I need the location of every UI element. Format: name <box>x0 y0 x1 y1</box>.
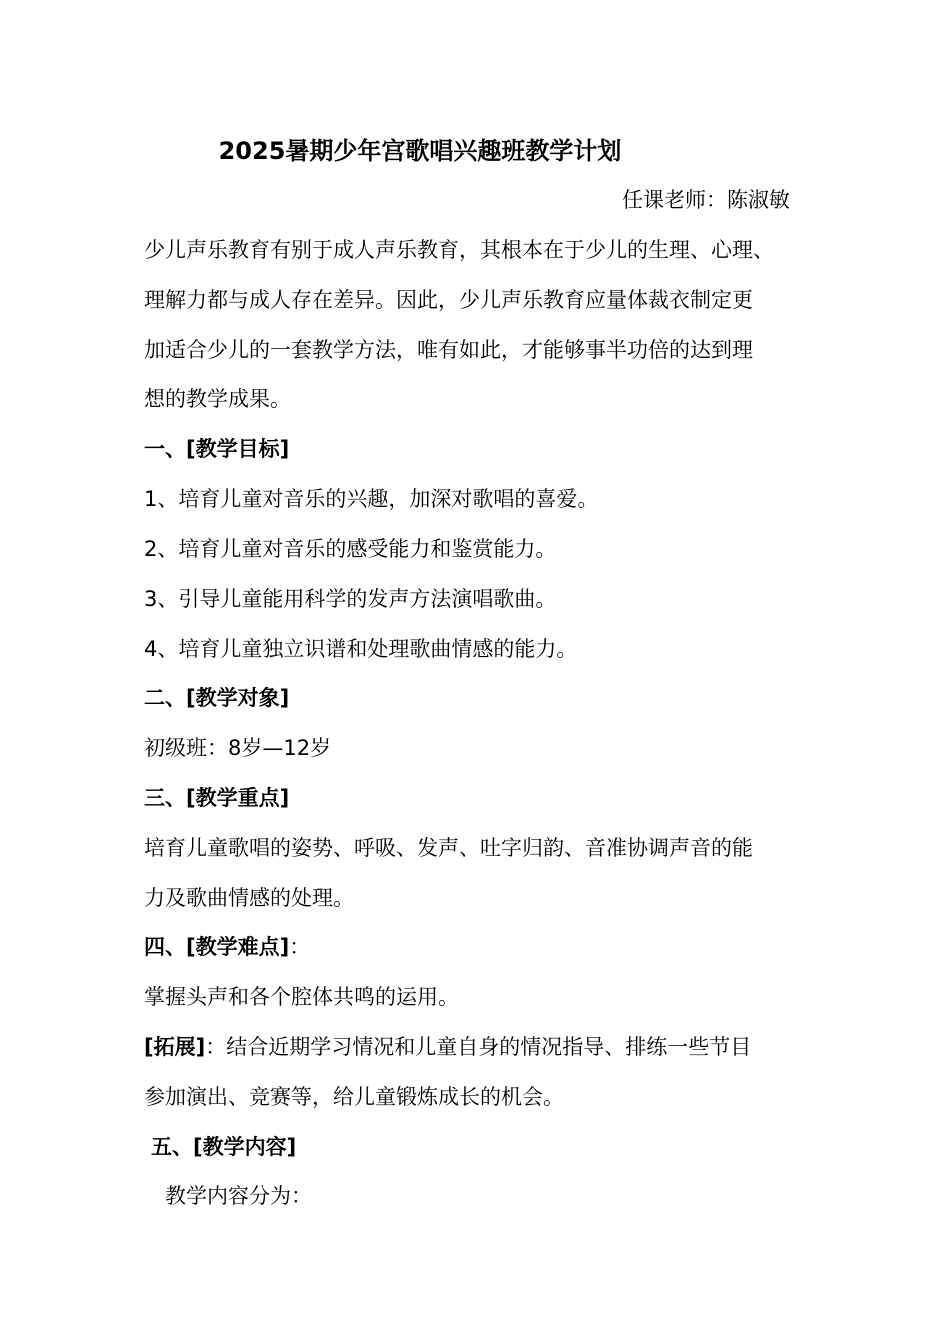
intro-line-1: 少儿声乐教育有别于成人声乐教育，其根本在于少儿的生理、心理、 <box>144 238 774 262</box>
section-heading-goals: 一、[教学目标] <box>144 437 290 461</box>
document-title: 2025暑期少年宫歌唱兴趣班教学计划 <box>218 137 622 165</box>
section-heading-target: 二、[教学对象] <box>144 686 290 710</box>
section-heading-focus: 三、[教学重点] <box>144 786 290 810</box>
section-heading-content: 五、[教学内容] <box>151 1135 297 1159</box>
teacher-line: 任课老师：陈淑敏 <box>622 188 790 212</box>
difficulty-text: 掌握头声和各个腔体共鸣的运用。 <box>144 985 459 1009</box>
extension-line-1: ：结合近期学习情况和儿童自身的情况指导、排练一些节目 <box>205 1035 752 1059</box>
content-text: 教学内容分为： <box>165 1184 312 1208</box>
extension-row <box>144 1032 751 1062</box>
extension-line-2: 参加演出、竞赛等，给儿童锻炼成长的机会。 <box>144 1085 564 1109</box>
difficulty-colon: ： <box>289 935 311 959</box>
focus-line-2: 力及歌曲情感的处理。 <box>144 886 354 910</box>
focus-line-1: 培育儿童歌唱的姿势、呼吸、发声、吐字归韵、音准协调声音的能 <box>144 836 753 860</box>
intro-line-2: 理解力都与成人存在差异。因此，少儿声乐教育应量体裁衣制定更 <box>144 288 753 312</box>
goal-item-4: 4、培育儿童独立识谱和处理歌曲情感的能力。 <box>144 637 578 661</box>
goal-item-1: 1、培育儿童对音乐的兴趣，加深对歌唱的喜爱。 <box>144 487 599 511</box>
intro-line-4: 想的教学成果。 <box>144 387 291 411</box>
section-heading-difficulty-row <box>144 932 310 962</box>
goal-item-3: 3、引导儿童能用科学的发声方法演唱歌曲。 <box>144 587 557 611</box>
target-text: 初级班：8岁—12岁 <box>144 736 332 760</box>
extension-label: [拓展] <box>144 1035 206 1059</box>
section-heading-difficulty: 四、[教学难点] <box>144 935 290 959</box>
intro-line-3: 加适合少儿的一套教学方法，唯有如此，才能够事半功倍的达到理 <box>144 338 753 362</box>
goal-item-2: 2、培育儿童对音乐的感受能力和鉴赏能力。 <box>144 537 557 561</box>
